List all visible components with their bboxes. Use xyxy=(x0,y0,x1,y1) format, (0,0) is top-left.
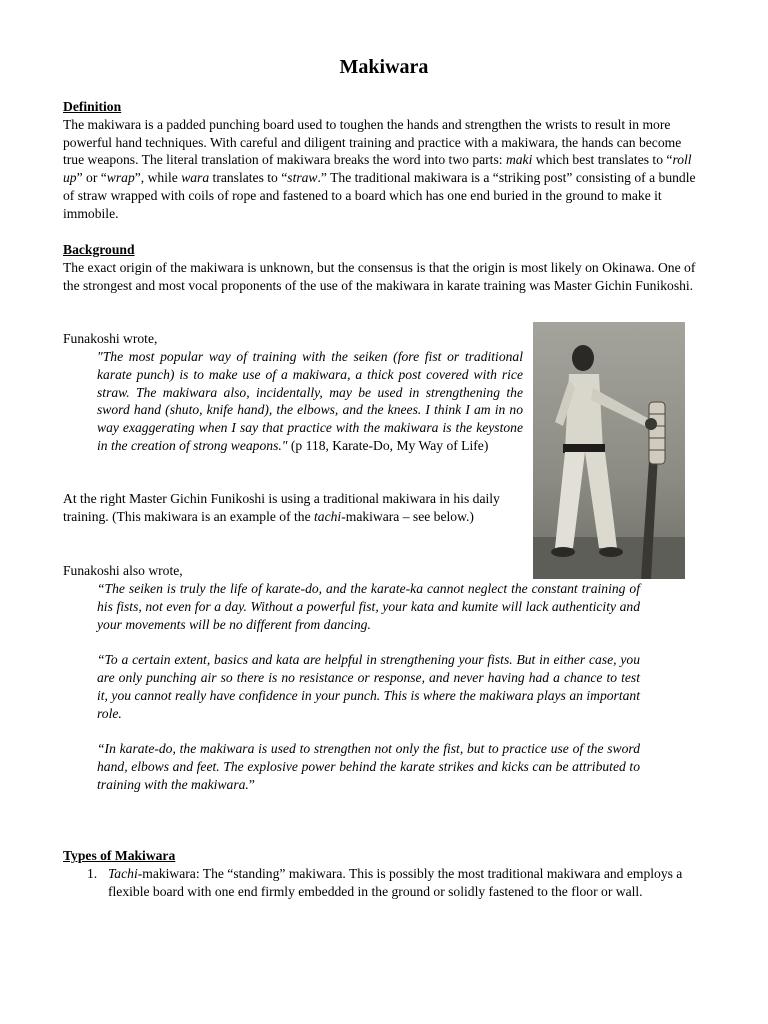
quote2-paragraph-1: “The seiken is truly the life of karate-do, and the karate-ka cannot neglect the constant training of his fists, not even for a day. Without a powerful fist, your kata and kumite will lack authenticity and your movements will be no different from dancing. xyxy=(97,581,640,632)
types-heading: Types of Makiwara xyxy=(63,848,176,863)
types-item-tachi: Tachi-makiwara: The “standing” makiwara. This is possibly the most traditional makiwara and employs a flexible board with one end firmly embedded in the ground or solidly fastened to the floor or wall. xyxy=(108,866,683,899)
types-item-number: 1. xyxy=(87,866,98,881)
definition-heading: Definition xyxy=(63,99,122,114)
quote2-intro: Funakoshi also wrote, xyxy=(63,563,183,578)
background-paragraph: The exact origin of the makiwara is unknown, but the consensus is that the origin is most likely on Okinawa. One of the strongest and most vocal proponents of the use of the makiwara in karate training was Master Gichin Funikoshi. xyxy=(63,259,696,293)
quote2-paragraph-2: “To a certain extent, basics and kata are helpful in strengthening your fists. But in either case, you are only punching air so there is no resistance or response, and never having had a chance to test it, you cannot really have confidence in your punch. This is where the makiwara plays an important role. xyxy=(97,652,640,721)
funakoshi-photo xyxy=(533,322,685,579)
photo-caption: At the right Master Gichin Funikoshi is using a traditional makiwara in his daily training. (This makiwara is an example of the tachi-makiwara – see below.) xyxy=(63,491,500,524)
quote1-intro: Funakoshi wrote, xyxy=(63,331,158,346)
background-section xyxy=(63,241,703,294)
definition-paragraph: The makiwara is a padded punching board used to toughen the hands and strengthen the wrists to result in more powerful hand techniques. With careful and diligent training and practice with a makiwara, the hands can become true weapons. The literal translation of makiwara breaks the word into two parts: maki which best translates to “roll up” or “wrap”, while wara translates to “straw.” The traditional makiwara is a “striking post” consisting of a bundle of straw wrapped with coils of rope and fastened to a board which has one end buried in the ground to make it immobile. xyxy=(63,116,696,221)
quote1-text: "The most popular way of training with the seiken (fore fist or traditional karate punch) is to make use of a makiwara, a thick post covered with rice straw. The makiwara also, incidentally, may be used in strengthening the sword hand (shuto, knife hand), the elbows, and the knees. I think I am in no way exaggerating when I say that practice with the makiwara is the keystone in the creation of strong weapons." (p 118, Karate-Do, My Way of Life) xyxy=(97,349,523,453)
quote2-paragraph-3: “In karate-do, the makiwara is used to strengthen not only the fist, but to practice use of the sword hand, elbows and feet. The explosive power behind the karate strikes and kicks can be attributed to training with the makiwara.” xyxy=(97,741,640,792)
definition-section xyxy=(63,98,703,223)
quote2-text xyxy=(97,580,640,794)
funakoshi-makiwara-illustration xyxy=(533,322,685,579)
background-heading: Background xyxy=(63,242,135,257)
page-title: Makiwara xyxy=(339,56,429,78)
